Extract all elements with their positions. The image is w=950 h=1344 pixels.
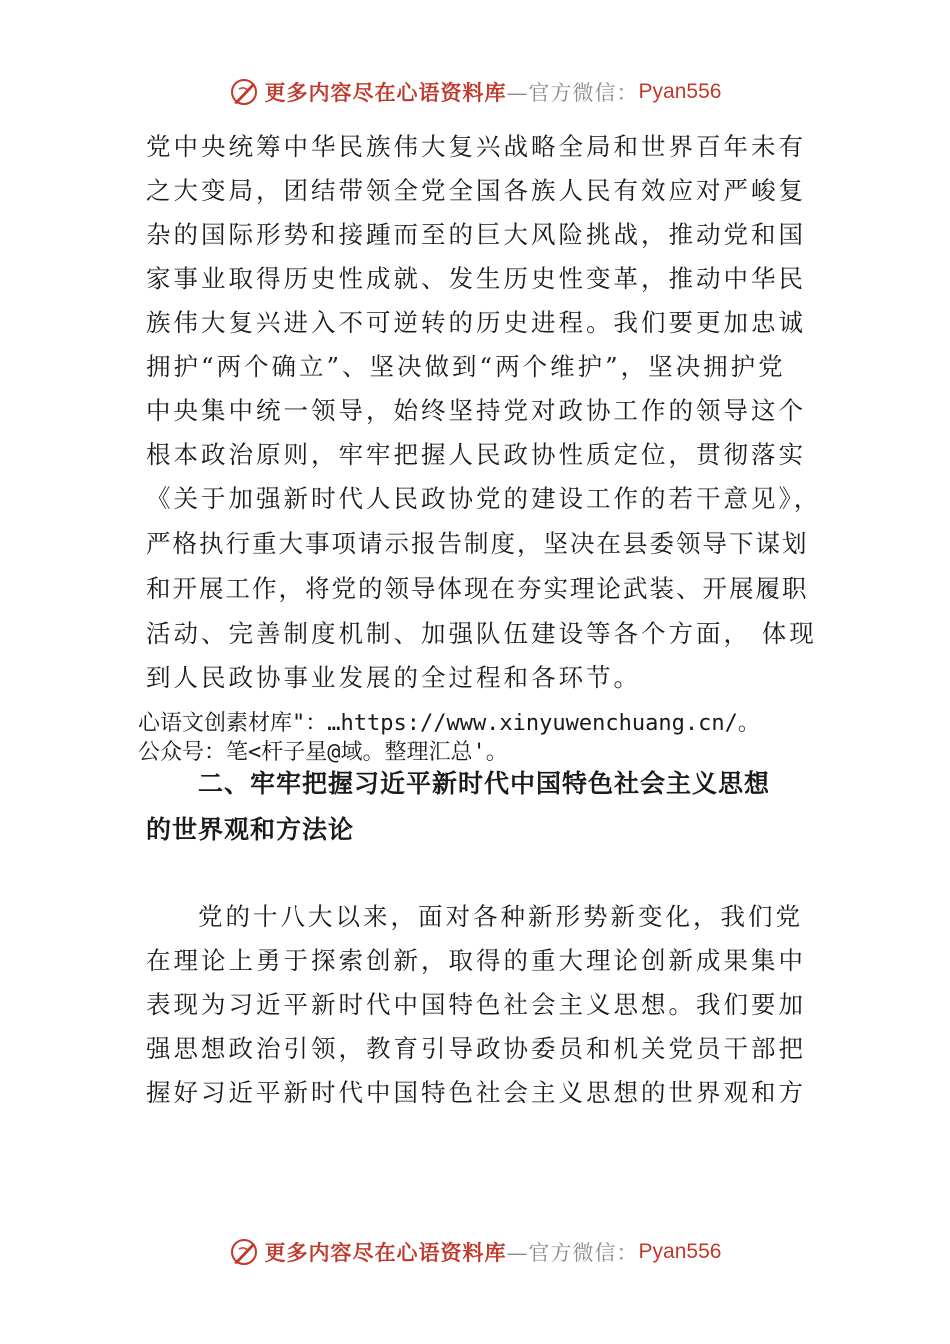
- text-line: 族伟大复兴进入不可逆转的历史进程。我们要更加忠诚: [146, 308, 806, 337]
- banner-library-text: 更多内容尽在心语资料库: [264, 80, 507, 105]
- text-line: 和开展工作，将党的领导体现在夯实理论武装、开展履职: [146, 574, 809, 603]
- text-line: 家事业取得历史性成就、发生历史性变革，推动中华民: [146, 264, 806, 293]
- text-line: 严格执行重大事项请示报告制度，坚决在县委领导下谋划: [146, 529, 809, 558]
- section-heading-continued: 的世界观和方法论: [146, 815, 355, 844]
- watermark-url-line: 心语文创素材库"：…https://www.xinyuwenchuang.cn/。: [138, 711, 760, 736]
- banner-wechat-id: Pyan556: [638, 1240, 722, 1263]
- banner-wechat-id: Pyan556: [638, 80, 722, 103]
- text-line: 《关于加强新时代人民政协党的建设工作的若干意见》，: [146, 484, 822, 513]
- footer-banner: [0, 1232, 950, 1272]
- text-line: 在理论上勇于探索创新，取得的重大理论创新成果集中: [146, 946, 806, 975]
- banner-wechat-label: —官方微信：: [506, 81, 639, 105]
- text-line: 到人民政协事业发展的全过程和各环节。: [146, 663, 641, 692]
- text-line: 握好习近平新时代中国特色社会主义思想的世界观和方: [146, 1078, 806, 1107]
- text-line: 党中央统筹中华民族伟大复兴战略全局和世界百年未有: [146, 132, 806, 161]
- banner-library-text: 更多内容尽在心语资料库: [264, 1240, 507, 1265]
- header-banner: [0, 72, 950, 112]
- pen-logo-icon: [229, 1237, 259, 1267]
- text-line: 强思想政治引领，教育引导政协委员和机关党员干部把: [146, 1034, 806, 1063]
- text-line: 活动、完善制度机制、加强队伍建设等各个方面， 体现: [146, 619, 817, 648]
- text-line: 党的十八大以来，面对各种新形势新变化，我们党: [198, 902, 803, 931]
- banner-wechat-label: —官方微信：: [506, 1241, 639, 1265]
- text-line: 拥护“两个确立”、坚决做到“两个维护”，坚决拥护党: [146, 352, 786, 381]
- watermark-account-line: 公众号：笔<杆子星@域。整理汇总'。: [138, 740, 508, 765]
- text-line: 之大变局，团结带领全党全国各族人民有效应对严峻复: [146, 176, 806, 205]
- text-line: 表现为习近平新时代中国特色社会主义思想。我们要加: [146, 990, 806, 1019]
- text-line: 中央集中统一领导，始终坚持党对政协工作的领导这个: [146, 396, 806, 425]
- section-heading: 二、牢牢把握习近平新时代中国特色社会主义思想: [198, 769, 771, 798]
- pen-logo-icon: [229, 77, 259, 107]
- text-line: 根本政治原则，牢牢把握人民政协性质定位，贯彻落实: [146, 440, 806, 469]
- text-line: 杂的国际形势和接踵而至的巨大风险挑战，推动党和国: [146, 220, 806, 249]
